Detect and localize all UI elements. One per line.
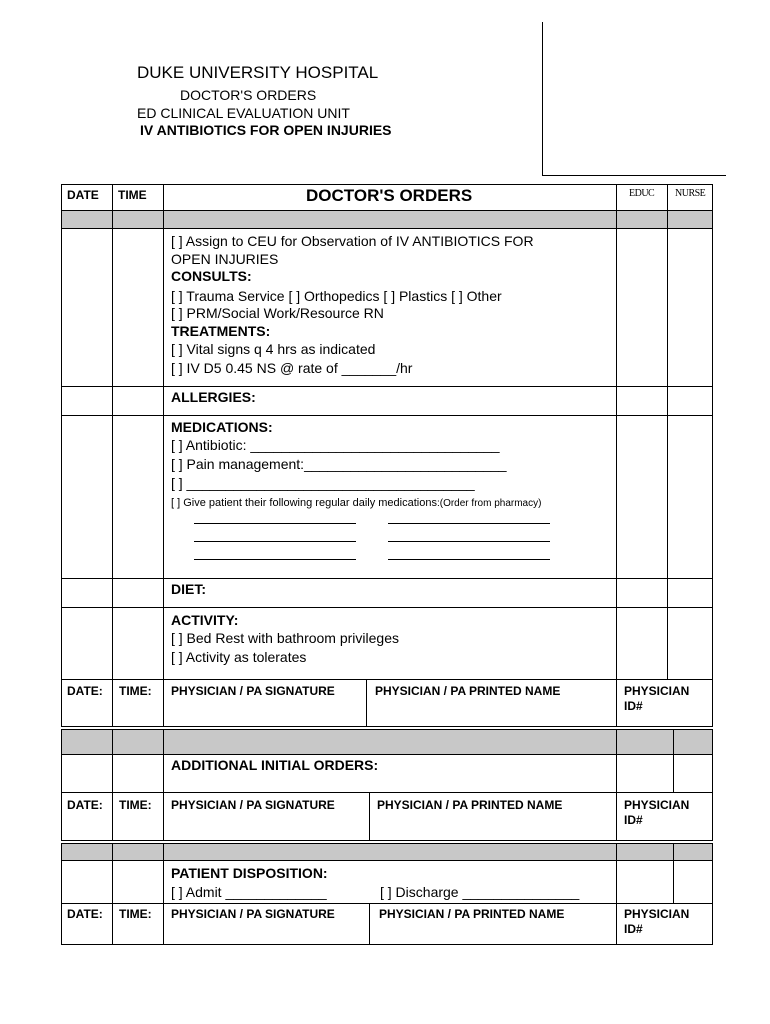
physician-printed-name-label: PHYSICIAN / PA PRINTED NAME xyxy=(379,907,565,921)
physician-printed-name-label: PHYSICIAN / PA PRINTED NAME xyxy=(377,798,563,812)
pain-management-order[interactable]: [ ] Pain management:__________________________ xyxy=(171,456,507,472)
assign-ceu-order-cont: OPEN INJURIES xyxy=(171,251,279,267)
form-title: IV ANTIBIOTICS FOR OPEN INJURIES xyxy=(140,122,392,138)
physician-id-label: PHYSICIAN xyxy=(624,907,690,921)
signature-time-label: TIME: xyxy=(119,798,152,812)
col-nurse-header: NURSE xyxy=(675,188,706,199)
header-divider-vertical xyxy=(542,22,543,176)
physician-signature-label: PHYSICIAN / PA SIGNATURE xyxy=(171,907,335,921)
physician-printed-name-label: PHYSICIAN / PA PRINTED NAME xyxy=(375,684,561,698)
med-blank-line[interactable] xyxy=(388,523,550,524)
blank-medication-order[interactable]: [ ] _____________________________________ xyxy=(171,475,475,491)
hospital-name: DUKE UNIVERSITY HOSPITAL xyxy=(137,63,379,82)
med-blank-line[interactable] xyxy=(194,541,356,542)
iv-fluid-order[interactable]: [ ] IV D5 0.45 NS @ rate of _______/hr xyxy=(171,360,413,376)
consults-heading: CONSULTS: xyxy=(171,268,252,284)
allergies-heading: ALLERGIES: xyxy=(171,389,256,405)
med-blank-line[interactable] xyxy=(388,541,550,542)
form-type: DOCTOR'S ORDERS xyxy=(180,87,317,103)
consults-prm-option[interactable]: [ ] PRM/Social Work/Resource RN xyxy=(171,305,384,321)
col-educ-header: EDUC xyxy=(629,188,655,199)
signature-time-label: TIME: xyxy=(119,684,152,698)
physician-id-label: PHYSICIAN xyxy=(624,798,690,812)
physician-id-label-cont: ID# xyxy=(624,922,643,936)
signature-time-label: TIME: xyxy=(119,907,152,921)
medications-heading: MEDICATIONS: xyxy=(171,419,273,435)
signature-date-label: DATE: xyxy=(67,798,103,812)
activity-heading: ACTIVITY: xyxy=(171,612,239,628)
bed-rest-order[interactable]: [ ] Bed Rest with bathroom privileges xyxy=(171,630,399,646)
daily-medications-label: [ ] Give patient their following regular daily medications xyxy=(171,497,437,509)
vital-signs-order[interactable]: [ ] Vital signs q 4 hrs as indicated xyxy=(171,341,376,357)
med-blank-line[interactable] xyxy=(194,523,356,524)
additional-orders-heading: ADDITIONAL INITIAL ORDERS: xyxy=(171,757,379,773)
doctors-orders-title: DOCTOR'S ORDERS xyxy=(306,186,473,205)
signature-date-label: DATE: xyxy=(67,907,103,921)
med-blank-line[interactable] xyxy=(194,559,356,560)
patient-disposition-heading: PATIENT DISPOSITION: xyxy=(171,865,328,881)
admit-option[interactable]: [ ] Admit _____________ xyxy=(171,884,327,900)
diet-heading: DIET: xyxy=(171,581,206,597)
physician-signature-label: PHYSICIAN / PA SIGNATURE xyxy=(171,684,335,698)
physician-id-label: PHYSICIAN xyxy=(624,684,690,698)
consults-options[interactable]: [ ] Trauma Service [ ] Orthopedics [ ] Plastics [ ] Other xyxy=(171,288,502,304)
treatments-heading: TREATMENTS: xyxy=(171,323,271,339)
col-date-header: DATE xyxy=(67,188,99,202)
physician-signature-label: PHYSICIAN / PA SIGNATURE xyxy=(171,798,335,812)
unit-name: ED CLINICAL EVALUATION UNIT xyxy=(137,105,350,121)
physician-id-label-cont: ID# xyxy=(624,699,643,713)
med-blank-line[interactable] xyxy=(388,559,550,560)
antibiotic-order[interactable]: [ ] Antibiotic: ________________________________ xyxy=(171,437,500,453)
pharmacy-note: :(Order from pharmacy) xyxy=(436,498,542,509)
activity-tolerated-order[interactable]: [ ] Activity as tolerates xyxy=(171,649,307,665)
discharge-option[interactable]: [ ] Discharge _______________ xyxy=(380,884,580,900)
assign-ceu-order[interactable]: [ ] Assign to CEU for Observation of IV ANTIBIOTICS FOR xyxy=(171,233,534,249)
col-time-header: TIME xyxy=(118,188,147,202)
signature-date-label: DATE: xyxy=(67,684,103,698)
header-divider-horizontal xyxy=(542,175,726,176)
physician-id-label-cont: ID# xyxy=(624,813,643,827)
daily-medications-order[interactable] xyxy=(171,492,541,513)
